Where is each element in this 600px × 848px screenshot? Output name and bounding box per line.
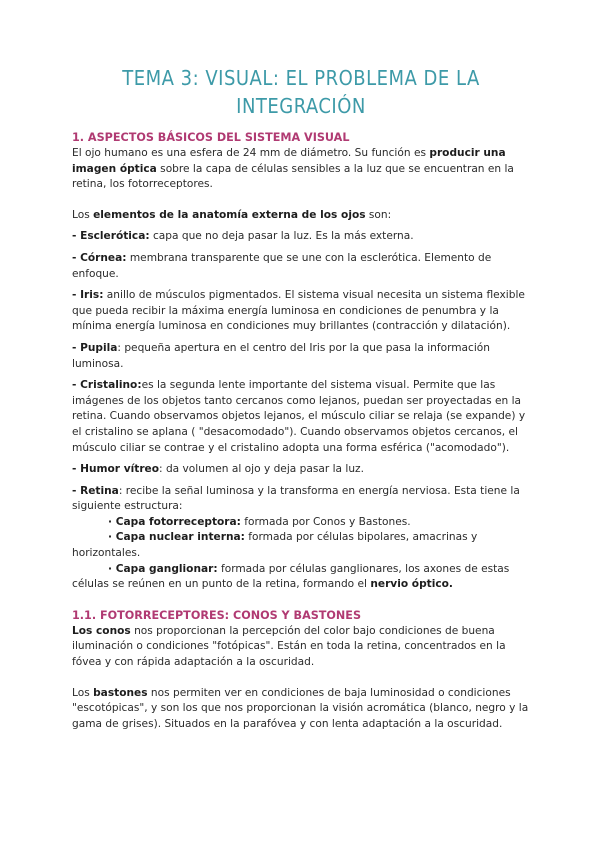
item-pupila: - Pupila: pequeña apertura en el centro del Iris por la que pasa la información luminosa. (72, 341, 491, 370)
item-cornea: - Córnea: membrana transparente que se une con la esclerótica. Elemento de enfoque. (72, 251, 492, 280)
item-esclerotica: - Esclerótica: capa que no deja pasar la luz. Es la más externa. (72, 230, 414, 243)
document-page (72, 64, 530, 732)
retina-layer-nuclear: · Capa nuclear interna: formada por células bipolares, amacrinas y horizontales. (72, 531, 478, 560)
intro-paragraph: El ojo humano es una esfera de 24 mm de diámetro. Su función es producir una imagen óptica sobre la capa de células sensibles a la luz que se encuentran en la retina, los fotorreceptores. (72, 147, 514, 191)
retina-layer-fotorreceptora: · Capa fotorreceptora: formada por Conos y Bastones. (108, 515, 411, 528)
section-heading-1-1: 1.1. FOTORRECEPTORES: CONOS Y BASTONES (72, 608, 361, 622)
item-retina: - Retina: recibe la señal luminosa y la transforma en energía nerviosa. Esta tiene la siguiente estructura: (72, 484, 520, 513)
item-iris: - Iris: anillo de músculos pigmentados. El sistema visual necesita un sistema flexible que pueda recibir la máxima energía luminosa en condiciones de penumbra y la mínima energía luminosa en condiciones muy brillantes (contracción y dilatación). (72, 289, 525, 333)
conos-paragraph: Los conos nos proporcionan la percepción del color bajo condiciones de buena iluminación o condiciones "fotópicas". Están en toda la retina, concentrados en la fóvea y con rápida adaptación a la oscuridad. (72, 624, 506, 669)
bastones-paragraph: Los bastones nos permiten ver en condiciones de baja luminosidad o condiciones "escotópicas", y son los que nos proporcionan la visión acromática (blanco, negro y la gama de grises). Situados en la parafóvea y con lenta adaptación a la oscuridad. (72, 686, 529, 730)
item-humor-vitreo: - Humor vítreo: da volumen al ojo y deja pasar la luz. (72, 463, 364, 476)
item-cristalino: - Cristalino:es la segunda lente importante del sistema visual. Permite que las imágenes de los objetos tanto cercanos como lejanos, puedan ser proyectadas en la retina. Cuando observamos objetos lejanos, el músculo ciliar se relaja (se expande) y el cristalino se aplana ( "desacomodado"). Cuando observamos objetos cercanos, el músculo ciliar se contrae y el cristalino adopta una forma esférica ("acomodado"). (72, 379, 526, 454)
retina-layer-ganglionar: · Capa ganglionar: formada por células ganglionares, los axones de estas células se reúnen en un punto de la retina, formando el nervio óptico. (72, 562, 510, 591)
anatomy-lead: Los elementos de la anatomía externa de los ojos son: (72, 208, 392, 221)
section-heading-1: 1. ASPECTOS BÁSICOS DEL SISTEMA VISUAL (72, 131, 350, 144)
document-title: TEMA 3: VISUAL: EL PROBLEMA DE LA INTEGRACIÓN (122, 66, 480, 118)
